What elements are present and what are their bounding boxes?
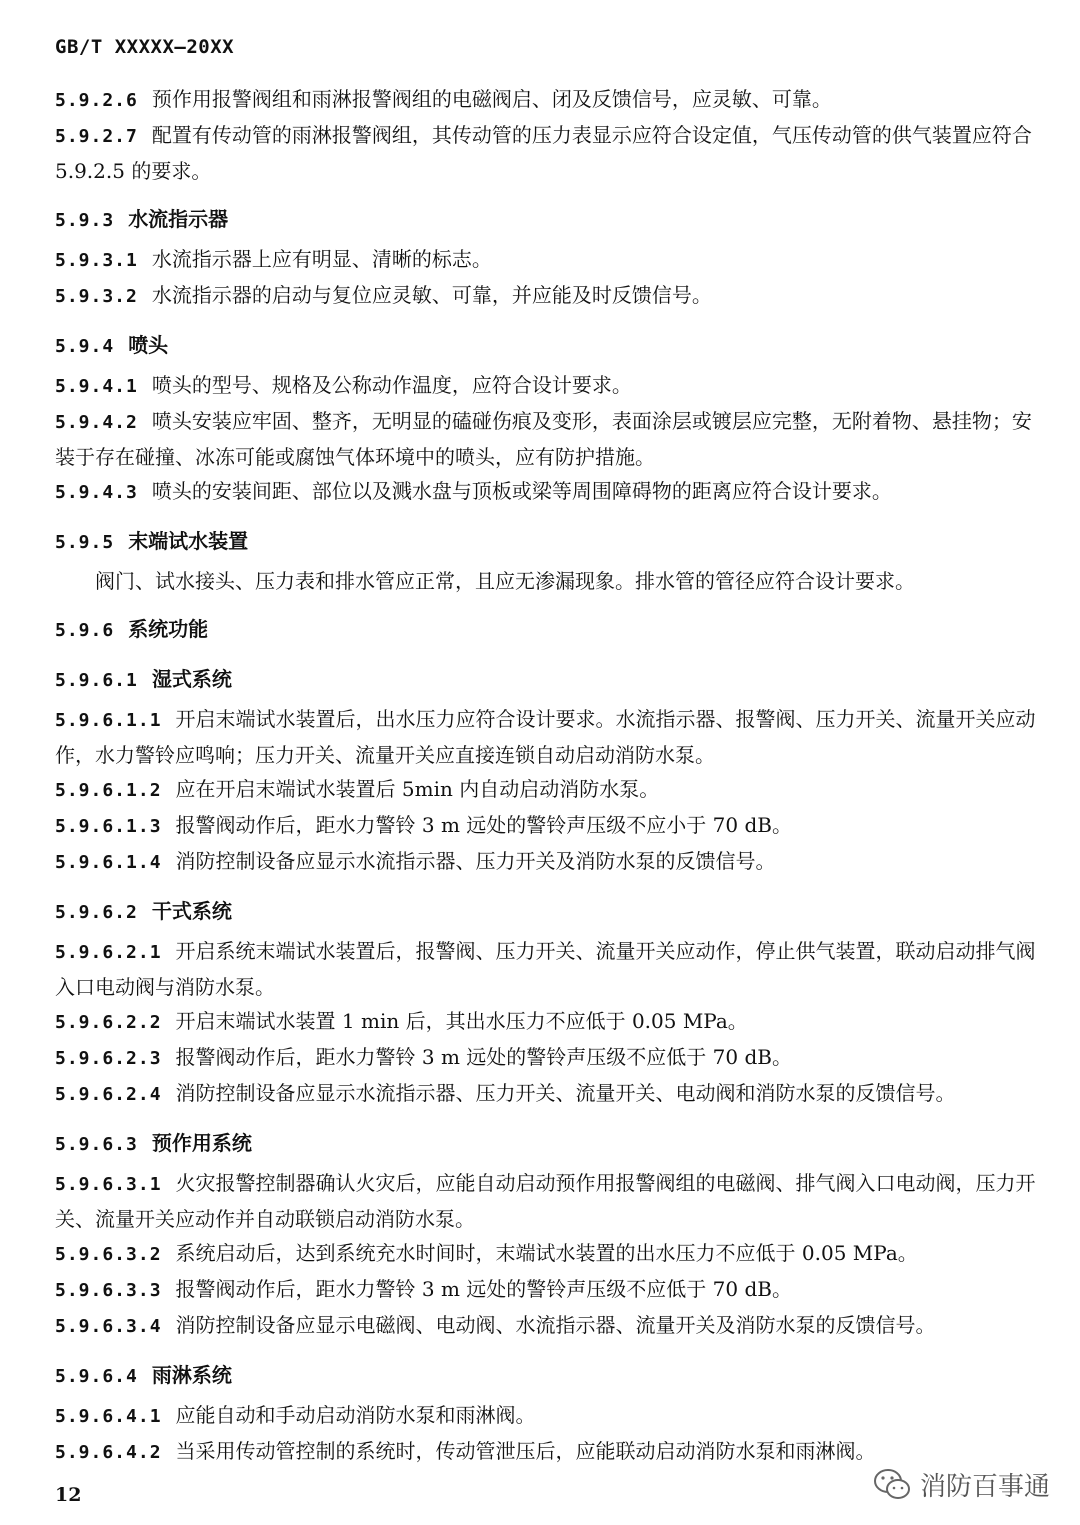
- clause-item: [55, 242, 1040, 278]
- section-number: 5.9.6.3: [55, 1134, 138, 1155]
- clause-item: [55, 1398, 1040, 1434]
- section-title: 雨淋系统: [151, 1363, 232, 1387]
- section-number: 5.9.3: [55, 210, 115, 231]
- section-title: 系统功能: [128, 617, 209, 641]
- clause-item: [55, 1040, 1040, 1076]
- clause-text: 报警阀动作后，距水力警铃 3 m 远处的警铃声压级不应低于 70 dB。: [175, 1277, 792, 1301]
- section-heading: [55, 894, 1040, 930]
- clause-item: [55, 118, 1040, 188]
- clause-text: 喷头的型号、规格及公称动作温度，应符合设计要求。: [151, 373, 632, 397]
- clause-text: 开启系统末端试水装置后，报警阀、压力开关、流量开关应动作，停止供气装置，联动启动排气阀入口电动阀与消防水泵。: [55, 939, 1036, 999]
- clause-text: 报警阀动作后，距水力警铃 3 m 远处的警铃声压级不应低于 70 dB。: [175, 1045, 792, 1069]
- clause-item: [55, 1004, 1040, 1040]
- clause-text: 水流指示器的启动与复位应灵敏、可靠，并应能及时反馈信号。: [151, 283, 712, 307]
- clause-text: 当采用传动管控制的系统时，传动管泄压后，应能联动启动消防水泵和雨淋阀。: [175, 1439, 876, 1463]
- clause-text: 消防控制设备应显示水流指示器、压力开关及消防水泵的反馈信号。: [175, 849, 776, 873]
- clause-item: [55, 278, 1040, 314]
- clause-item: [55, 404, 1040, 474]
- section-title: 喷头: [128, 333, 169, 357]
- clause-text: 水流指示器上应有明显、清晰的标志。: [151, 247, 492, 271]
- section-title: 湿式系统: [151, 667, 232, 691]
- clause-number: 5.9.6.1.2: [55, 780, 162, 801]
- section-heading: [55, 202, 1040, 238]
- clause-number: 5.9.6.4.1: [55, 1406, 162, 1427]
- section-number: 5.9.6: [55, 620, 115, 641]
- wechat-icon: [872, 1467, 912, 1503]
- section-heading: [55, 524, 1040, 560]
- clause-item: [55, 82, 1040, 118]
- clause-text: 预作用报警阀组和雨淋报警阀组的电磁阀启、闭及反馈信号，应灵敏、可靠。: [151, 87, 832, 111]
- clause-number: 5.9.3.1: [55, 250, 138, 271]
- clause-number: 5.9.6.3.4: [55, 1316, 162, 1337]
- clause-item: [55, 1434, 1040, 1470]
- clause-item: [55, 1166, 1040, 1236]
- section-number: 5.9.6.2: [55, 902, 138, 923]
- document-body: [55, 82, 1040, 1470]
- section-heading: [55, 328, 1040, 364]
- standard-header: GB/T XXXXX—20XX: [55, 36, 235, 58]
- section-title: 干式系统: [151, 899, 232, 923]
- clause-item: [55, 1236, 1040, 1272]
- section-number: 5.9.6.1: [55, 670, 138, 691]
- section-number: 5.9.5: [55, 532, 115, 553]
- clause-item: [55, 702, 1040, 772]
- section-heading: [55, 1126, 1040, 1162]
- clause-text: 消防控制设备应显示水流指示器、压力开关、流量开关、电动阀和消防水泵的反馈信号。: [175, 1081, 956, 1105]
- clause-text: 喷头的安装间距、部位以及溅水盘与顶板或梁等周围障碍物的距离应符合设计要求。: [151, 479, 892, 503]
- clause-item: [55, 844, 1040, 880]
- clause-number: 5.9.6.3.1: [55, 1174, 162, 1195]
- clause-number: 5.9.6.2.1: [55, 942, 162, 963]
- section-heading: [55, 612, 1040, 648]
- clause-number: 5.9.6.1.1: [55, 710, 162, 731]
- clause-item: [55, 808, 1040, 844]
- clause-number: 5.9.3.2: [55, 286, 138, 307]
- clause-number: 5.9.6.3.3: [55, 1280, 162, 1301]
- clause-text: 系统启动后，达到系统充水时间时，末端试水装置的出水压力不应低于 0.05 MPa。: [175, 1241, 918, 1265]
- clause-number: 5.9.4.1: [55, 376, 138, 397]
- clause-text: 喷头安装应牢固、整齐，无明显的磕碰伤痕及变形，表面涂层或镀层应完整，无附着物、悬挂物；安装于存在碰撞、冰冻可能或腐蚀气体环境中的喷头，应有防护措施。: [55, 409, 1032, 469]
- clause-text: 配置有传动管的雨淋报警阀组，其传动管的压力表显示应符合设定值，气压传动管的供气装置应符合 5.9.2.5 的要求。: [55, 123, 1032, 183]
- section-heading: [55, 1358, 1040, 1394]
- section-heading: [55, 662, 1040, 698]
- clause-text: 火灾报警控制器确认火灾后，应能自动启动预作用报警阀组的电磁阀、排气阀入口电动阀，压力开关、流量开关应动作并自动联锁启动消防水泵。: [55, 1171, 1036, 1231]
- clause-text: 报警阀动作后，距水力警铃 3 m 远处的警铃声压级不应小于 70 dB。: [175, 813, 792, 837]
- clause-number: 5.9.2.7: [55, 126, 138, 147]
- clause-number: 5.9.4.3: [55, 482, 138, 503]
- section-number: 5.9.4: [55, 336, 115, 357]
- section-title: 水流指示器: [128, 207, 229, 231]
- clause-number: 5.9.6.4.2: [55, 1442, 162, 1463]
- clause-number: 5.9.4.2: [55, 412, 138, 433]
- clause-number: 5.9.2.6: [55, 90, 138, 111]
- section-title: 预作用系统: [151, 1131, 252, 1155]
- section-title: 末端试水装置: [128, 529, 249, 553]
- clause-item: [55, 1076, 1040, 1112]
- clause-number: 5.9.6.1.3: [55, 816, 162, 837]
- clause-number: 5.9.6.1.4: [55, 852, 162, 873]
- clause-text: 消防控制设备应显示电磁阀、电动阀、水流指示器、流量开关及消防水泵的反馈信号。: [175, 1313, 936, 1337]
- clause-text: 开启末端试水装置 1 min 后，其出水压力不应低于 0.05 MPa。: [175, 1009, 748, 1033]
- watermark: [872, 1466, 1050, 1503]
- clause-number: 5.9.6.2.4: [55, 1084, 162, 1105]
- watermark-text: 消防百事通: [919, 1472, 1050, 1502]
- clause-text: 开启末端试水装置后，出水压力应符合设计要求。水流指示器、报警阀、压力开关、流量开关应动作，水力警铃应鸣响；压力开关、流量开关应直接连锁自动启动消防水泵。: [55, 707, 1036, 767]
- clause-number: 5.9.6.2.2: [55, 1012, 162, 1033]
- clause-item: [55, 368, 1040, 404]
- clause-text: 应在开启末端试水装置后 5min 内自动启动消防水泵。: [175, 777, 660, 801]
- clause-item: [55, 474, 1040, 510]
- clause-item: [55, 1308, 1040, 1344]
- clause-item: [55, 934, 1040, 1004]
- clause-text: 应能自动和手动启动消防水泵和雨淋阀。: [175, 1403, 536, 1427]
- section-number: 5.9.6.4: [55, 1366, 138, 1387]
- clause-number: 5.9.6.2.3: [55, 1048, 162, 1069]
- paragraph: 阀门、试水接头、压力表和排水管应正常，且应无渗漏现象。排水管的管径应符合设计要求。: [95, 569, 915, 593]
- page-number: 12: [55, 1484, 82, 1506]
- clause-number: 5.9.6.3.2: [55, 1244, 162, 1265]
- clause-item: [55, 1272, 1040, 1308]
- clause-item: [55, 772, 1040, 808]
